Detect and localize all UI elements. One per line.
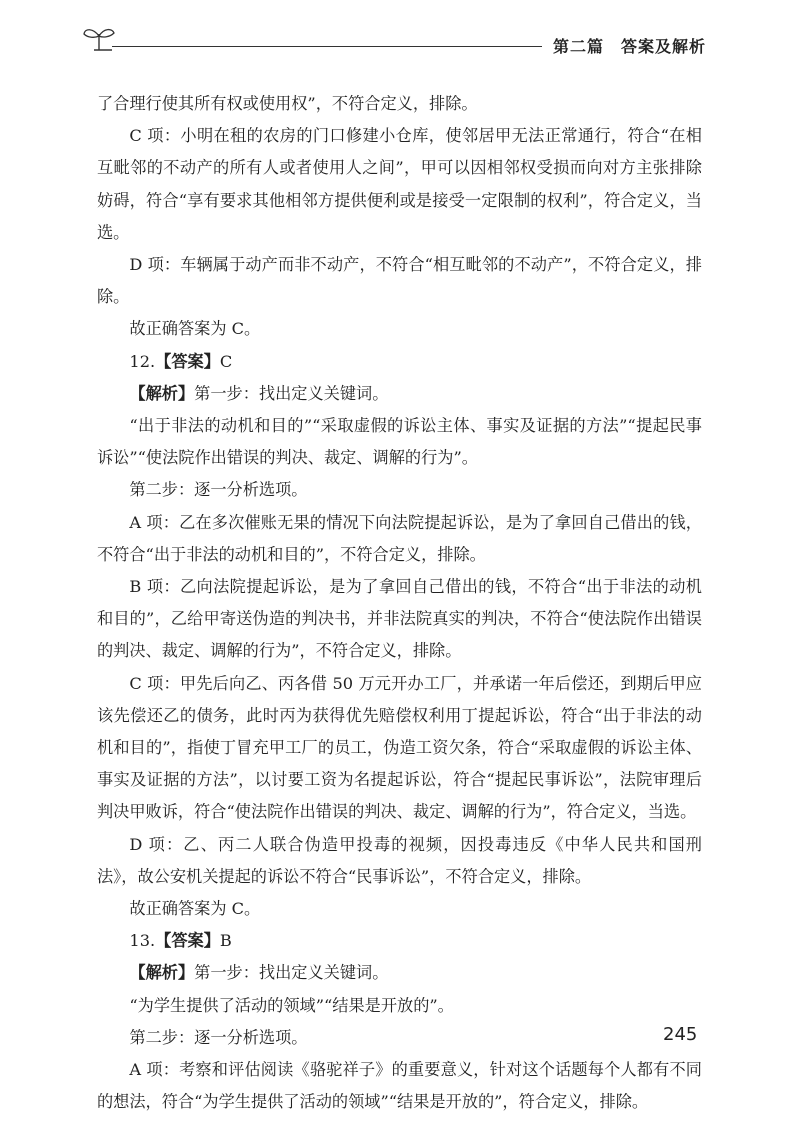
section-label: 【解析】 [129, 963, 195, 983]
paragraph-text: C 项：小明在租的农房的门口修建小仓库，使邻居甲无法正常通行，符合“在相互毗邻的不动产的所有人或者使用人之间”，甲可以因相邻权受损而向对方主张排除妨碍，符合“享有要求其他相邻方提供便利或是接受一定限制的权利”，符合定义，当选。 [97, 126, 702, 242]
paragraph [97, 88, 702, 120]
paragraph-text: 了合理行使其所有权或使用权”，不符合定义，排除。 [97, 94, 478, 113]
paragraph-text: 故正确答案为 C。 [129, 319, 261, 339]
paragraph [97, 410, 702, 474]
header-rule [112, 46, 542, 47]
paragraph [97, 313, 702, 345]
answer-text-body [97, 88, 702, 1119]
paragraph-text: 故正确答案为 C。 [129, 899, 261, 919]
paragraph-text: “为学生提供了活动的领域”“结果是开放的”。 [129, 995, 454, 1015]
paragraph [97, 957, 702, 989]
paragraph-text: B 项：乙向法院提起诉讼，是为了拿回自己借出的钱，不符合“出于非法的动机和目的”，乙给甲寄送伪造的判决书，并非法院真实的判决，不符合“使法院作出错误的判决、裁定、调解的行为”，不符合定义，排除。 [97, 577, 702, 661]
paragraph-text: “出于非法的动机和目的”“采取虚假的诉讼主体、事实及证据的方法”“提起民事诉讼”“使法院作出错误的判决、裁定、调解的行为”。 [97, 416, 702, 468]
paragraph [97, 893, 702, 925]
paragraph-text: 第一步：找出定义关键词。 [194, 383, 389, 403]
page-number: 245 [663, 1024, 698, 1045]
sprout-icon [82, 24, 116, 52]
paragraph-text: 第二步：逐一分析选项。 [129, 1027, 308, 1047]
question-number: 13. [129, 931, 156, 951]
paragraph [97, 346, 702, 378]
paragraph-text: A 项：考察和评估阅读《骆驼祥子》的重要意义，针对这个话题每个人都有不同的想法，符合“为学生提供了活动的领域”“结果是开放的”，符合定义，排除。 [97, 1060, 702, 1112]
paragraph [97, 829, 702, 893]
paragraph-text: 第二步：逐一分析选项。 [129, 480, 308, 500]
question-number: 12. [129, 351, 156, 371]
paragraph [97, 571, 702, 668]
paragraph-text: D 项：车辆属于动产而非不动产，不符合“相互毗邻的不动产”，不符合定义，排除。 [97, 255, 702, 307]
page-header [0, 0, 800, 70]
section-title: 第二篇 答案及解析 [553, 37, 707, 56]
paragraph-text: C [219, 351, 233, 371]
paragraph-text: C 项：甲先后向乙、丙各借 50 万元开办工厂，并承诺一年后偿还，到期后甲应该先偿还乙的债务，此时丙为获得优先赔偿权利用丁提起诉讼，符合“出于非法的动机和目的”，指使丁冒充甲工厂的员工，伪造工资欠条，符合“采取虚假的诉讼主体、事实及证据的方法”，以讨要工资为名提起诉讼，符合“提起民事诉讼”，法院审理后判决甲败诉，符合“使法院作出错误的判决、裁定、调解的行为”，符合定义，当选。 [97, 673, 702, 822]
paragraph [97, 1022, 702, 1054]
paragraph-text: B [219, 931, 232, 951]
paragraph [97, 120, 702, 249]
paragraph [97, 249, 702, 313]
section-label: 【解析】 [129, 383, 195, 403]
paragraph [97, 378, 702, 410]
paragraph [97, 474, 702, 506]
paragraph [97, 990, 702, 1022]
paragraph [97, 925, 702, 957]
section-label: 【答案】 [155, 931, 220, 951]
paragraph [97, 668, 702, 829]
paragraph [97, 507, 702, 571]
paragraph-text: D 项：乙、丙二人联合伪造甲投毒的视频，因投毒违反《中华人民共和国刑法》，故公安机关提起的诉讼不符合“民事诉讼”，不符合定义，排除。 [97, 834, 702, 886]
paragraph [97, 1054, 702, 1118]
section-label: 【答案】 [155, 351, 220, 371]
paragraph-text: A 项：乙在多次催账无果的情况下向法院提起诉讼，是为了拿回自己借出的钱，不符合“出于非法的动机和目的”，不符合定义，排除。 [97, 512, 702, 564]
paragraph-text: 第一步：找出定义关键词。 [194, 963, 389, 983]
